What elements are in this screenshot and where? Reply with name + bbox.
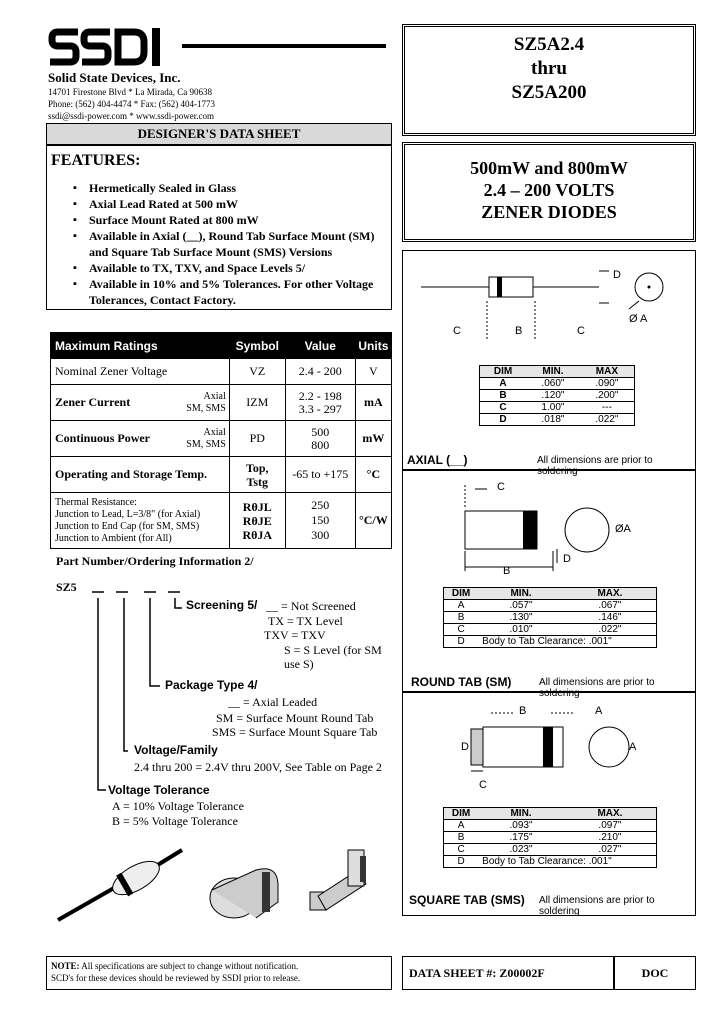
dim-header: MIN.: [526, 366, 580, 378]
tolerance-opt: A = 10% Voltage Tolerance: [112, 799, 244, 813]
dim-header: MAX: [580, 366, 635, 378]
package-opt: SMS = Surface Mount Square Tab: [212, 725, 378, 739]
rating-param: Thermal Resistance: Junction to Lead, L=3/8" (for Axial) Junction to End Cap (for SM, SMS) Junction to Ambient (for All): [51, 493, 230, 549]
axial-dim-c-right: C: [577, 325, 585, 337]
dim-cell: .090": [580, 378, 635, 390]
round-tab-outline: [403, 471, 697, 581]
doc-label: [614, 956, 696, 990]
ordering-heading: Part Number/Ordering Information 2/: [56, 554, 254, 568]
dim-cell: D: [480, 414, 527, 426]
square-tab-section: [402, 692, 696, 916]
rating-param: Continuous Power: [51, 421, 169, 457]
screening-opt: S = S Level (for SM use S): [284, 643, 382, 671]
axial-dim-d: D: [613, 269, 621, 281]
rating-symbol: VZ: [229, 359, 285, 385]
dim-header: MIN.: [478, 588, 564, 600]
package-illustrations: [56, 846, 396, 936]
header-symbol: Symbol: [229, 333, 285, 359]
note-line-2: SCD's for these devices should be reviewed by SSDI prior to release.: [51, 973, 301, 983]
footer-notes: [46, 956, 392, 990]
dim-cell: .130": [478, 612, 564, 624]
header-units: Units: [355, 333, 391, 359]
axial-dim-c-left: C: [453, 325, 461, 337]
title-line-1: SZ5A2.4: [513, 34, 585, 55]
round-tab-drawing: [210, 869, 278, 918]
rating-param: Zener Current: [51, 385, 169, 421]
company-phone: Phone: (562) 404-4474 * Fax: (562) 404-1773: [48, 99, 215, 109]
note-line-1: All specifications are subject to change without notification.: [81, 961, 299, 971]
round-dim-c: C: [497, 481, 505, 493]
dim-header: MIN.: [478, 808, 564, 820]
dim-cell: D: [444, 636, 479, 648]
round-tab-note: All dimensions are prior to soldering: [539, 677, 655, 699]
data-sheet-number-text: DATA SHEET #: Z00002F: [409, 966, 545, 980]
feature-item: ▪ Axial Lead Rated at 500 mW: [67, 196, 391, 212]
axial-dim-table: [479, 365, 635, 426]
dim-header: DIM: [444, 808, 479, 820]
dim-cell: D: [444, 856, 479, 868]
rating-symbol: Top, Tstg: [229, 457, 285, 493]
square-dim-d: D: [461, 741, 469, 753]
dim-cell: .023": [478, 844, 564, 856]
dim-cell: Body to Tab Clearance: .001": [478, 856, 656, 868]
square-tab-caption: SQUARE TAB (SMS): [409, 893, 525, 907]
company-logo: [48, 24, 178, 68]
subtitle-box: [402, 142, 696, 242]
axial-dim-a: Ø A: [629, 313, 648, 325]
dim-cell: B: [444, 832, 479, 844]
title-line-3: SZ5A200: [511, 82, 587, 103]
voltage-label: Voltage/Family: [134, 743, 218, 757]
square-dim-a-top: A: [595, 705, 603, 717]
square-dim-a-side: A: [629, 741, 637, 753]
dim-cell: C: [444, 624, 479, 636]
dim-cell: .060": [526, 378, 580, 390]
axial-package-drawing: [58, 850, 182, 920]
rating-unit: V: [355, 359, 391, 385]
rating-unit: °C: [355, 457, 391, 493]
screening-opt: TXV = TXV: [264, 628, 326, 642]
company-name: Solid State Devices, Inc.: [48, 70, 181, 85]
rating-unit: °C/W: [355, 493, 391, 549]
doc-label-text: DOC: [641, 966, 669, 980]
feature-item: ▪ Available in Axial (__), Round Tab Surface Mount (SM) and Square Tab Surface Mount (SMS) Versions: [67, 228, 391, 260]
dim-cell: C: [444, 844, 479, 856]
voltage-opt: 2.4 thru 200 = 2.4V thru 200V, See Table on Page 2: [134, 760, 382, 774]
subtitle-line-1: 500mW and 800mW: [470, 158, 628, 178]
header-value: Value: [285, 333, 355, 359]
screening-opt: TX = TX Level: [268, 614, 343, 628]
rating-symbol: IZM: [229, 385, 285, 421]
rating-value: 250 150 300: [285, 493, 355, 549]
dim-cell: A: [480, 378, 527, 390]
header-max-ratings: Maximum Ratings: [51, 333, 230, 359]
dim-cell: Body to Tab Clearance: .001": [478, 636, 656, 648]
dim-cell: .027": [564, 844, 657, 856]
rating-param: Operating and Storage Temp.: [51, 457, 230, 493]
title-box: [402, 24, 696, 136]
dim-cell: .210": [564, 832, 657, 844]
rating-value: 500 800: [285, 421, 355, 457]
rating-value: 2.4 - 200: [285, 359, 355, 385]
round-dim-d: D: [563, 553, 571, 565]
round-dim-a: ØA: [615, 523, 631, 535]
part-prefix: SZ5: [56, 580, 77, 594]
axial-caption: AXIAL (__): [407, 453, 468, 467]
package-opt: __ = Axial Leaded: [228, 695, 318, 709]
feature-item: ▪ Available in 10% and 5% Tolerances. For other Voltage Tolerances, Contact Factory.: [67, 276, 391, 308]
feature-item: ▪ Hermetically Sealed in Glass: [67, 180, 391, 196]
rating-unit: mA: [355, 385, 391, 421]
rating-symbol: PD: [229, 421, 285, 457]
dim-cell: .010": [478, 624, 564, 636]
round-dim-b: B: [503, 565, 511, 577]
dim-cell: .022": [564, 624, 657, 636]
dim-cell: .093": [478, 820, 564, 832]
axial-note: All dimensions are prior to soldering: [537, 455, 653, 477]
dim-cell: .120": [526, 390, 580, 402]
axial-outline: [403, 251, 697, 361]
round-tab-caption: ROUND TAB (SM): [411, 675, 512, 689]
package-label: Package Type 4/: [165, 678, 258, 692]
axial-dim-b: B: [515, 325, 523, 337]
rating-sub: Axial SM, SMS: [169, 421, 230, 457]
rating-param: Nominal Zener Voltage: [51, 359, 230, 385]
max-ratings-table: [50, 332, 392, 549]
dim-cell: .018": [526, 414, 580, 426]
rating-unit: mW: [355, 421, 391, 457]
designers-banner: DESIGNER'S DATA SHEET: [46, 123, 392, 145]
screening-opt: __ = Not Screened: [266, 599, 356, 613]
square-tab-note: All dimensions are prior to soldering: [539, 895, 655, 917]
rating-symbol: RθJL RθJE RθJA: [229, 493, 285, 549]
subtitle-line-3: ZENER DIODES: [481, 202, 617, 222]
company-web: ssdi@ssdi-power.com * www.ssdi-power.com: [48, 111, 214, 121]
dim-cell: A: [444, 600, 479, 612]
square-dim-c: C: [479, 779, 487, 791]
dim-cell: A: [444, 820, 479, 832]
logo-text: SSDI: [48, 24, 51, 25]
dim-header: DIM: [480, 366, 527, 378]
rating-sub: Axial SM, SMS: [169, 385, 230, 421]
round-tab-section: [402, 470, 696, 699]
dim-cell: .022": [580, 414, 635, 426]
dim-cell: .057": [478, 600, 564, 612]
company-address: 14701 Firestone Blvd * La Mirada, Ca 90638: [48, 87, 212, 97]
feature-item: ▪ Surface Mount Rated at 800 mW: [67, 212, 391, 228]
features-heading: FEATURES:: [51, 152, 141, 169]
package-opt: SM = Surface Mount Round Tab: [216, 711, 374, 725]
feature-item: ▪ Available to TX, TXV, and Space Levels 5/: [67, 260, 391, 276]
dim-cell: B: [480, 390, 527, 402]
note-label: NOTE:: [51, 961, 80, 971]
header-rule: [182, 44, 386, 48]
dim-header: DIM: [444, 588, 479, 600]
rating-value: 2.2 - 198 3.3 - 297: [285, 385, 355, 421]
square-tab-drawing: [310, 850, 366, 910]
screening-label: Screening 5/: [186, 598, 258, 612]
title-line-2: thru: [531, 58, 567, 79]
dim-header: MAX.: [564, 588, 657, 600]
square-tab-outline: [403, 693, 697, 803]
features-box: [46, 145, 392, 310]
square-dim-b: B: [519, 705, 527, 717]
axial-section: [402, 250, 696, 477]
dim-cell: .175": [478, 832, 564, 844]
dim-cell: .200": [580, 390, 635, 402]
dim-cell: .097": [564, 820, 657, 832]
dim-cell: 1.00": [526, 402, 580, 414]
dim-cell: .067": [564, 600, 657, 612]
dim-header: MAX.: [564, 808, 657, 820]
dim-cell: B: [444, 612, 479, 624]
dim-cell: ---: [580, 402, 635, 414]
subtitle-line-2: 2.4 – 200 VOLTS: [483, 180, 615, 200]
dim-cell: .146": [564, 612, 657, 624]
rating-value: -65 to +175: [285, 457, 355, 493]
square-tab-dim-table: [443, 807, 657, 868]
round-tab-dim-table: [443, 587, 657, 648]
data-sheet-number: [402, 956, 614, 990]
tolerance-opt: B = 5% Voltage Tolerance: [112, 814, 238, 828]
dim-cell: C: [480, 402, 527, 414]
tolerance-label: Voltage Tolerance: [108, 783, 210, 797]
